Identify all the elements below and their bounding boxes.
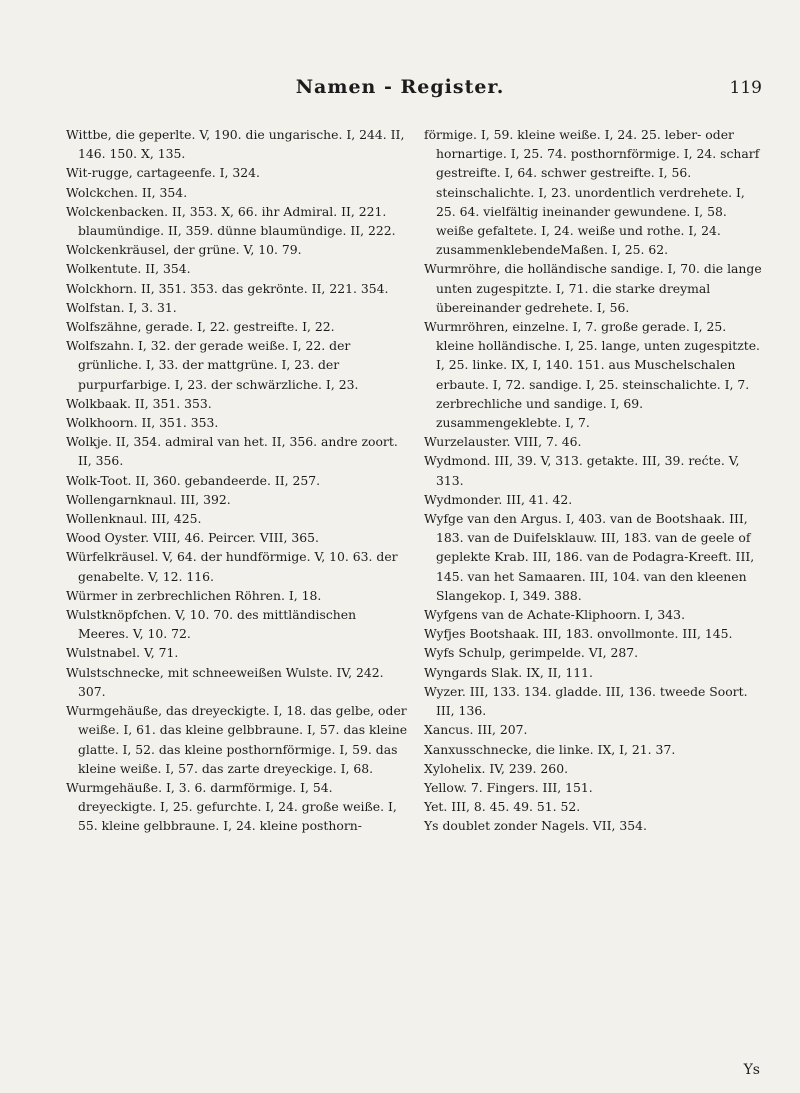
index-entry: Wolckchen. II, 354. — [66, 184, 188, 200]
index-entry: Wolkentute. II, 354. — [66, 261, 191, 277]
index-entry: Wollengarnknaul. III, 392. — [66, 491, 231, 507]
index-entry: Wurmröhren, einzelne. I, 7. große gerade. I, 25. kleine holländische. I, 25. lange, unten zugespitzte. I, 25. linke. IX, I, 140. 151. aus Muschelschalen erbaute. I, 72. sandige. I, 25. steinschalichte. I, 7. zerbrechliche und sandige. I, 69. zusammengeklebte. I, 7. — [424, 319, 760, 431]
index-columns — [66, 125, 766, 836]
index-entry: Wolkje. II, 354. admiral van het. II, 356. andre zoort. II, 356. — [66, 434, 398, 469]
index-entry: Wyfge van den Argus. I, 403. van de Bootshaak. III, 183. van de Duifelsklauw. III, 183. van de geele of geplekte Krab. III, 186. van de Podagra-Kreeft. III, 145. van het Samaaren. III, 104. van den kleenen Slangekop. I, 349. 388. — [424, 511, 755, 603]
index-entry: förmige. I, 59. kleine weiße. I, 24. 25. leber- oder hornartige. I, 25. 74. posthornförmige. I, 24. scharf gestreifte. I, 64. schwer gestreifte. I, 56. steinschalichte. I, 23. unordentlich verdrehete. I, 25. 64. vielfältig ineinander gewundene. I, 58. weiße gefaltete. I, 24. weiße und rothe. I, 24. zusammenklebendeMaßen. I, 25. 62. — [424, 127, 760, 258]
index-entry: Wittbe, die geperlte. V, 190. die ungarische. I, 244. II, 146. 150. X, 135. — [66, 127, 405, 162]
index-entry: Wolfstan. I, 3. 31. — [66, 299, 177, 315]
index-entry: Wydmonder. III, 41. 42. — [424, 491, 573, 507]
catchword: Ys — [743, 1062, 760, 1078]
index-entry: Wolkbaak. II, 351. 353. — [66, 395, 212, 411]
index-entry: Würfelkräusel. V, 64. der hundförmige. V, 10. 63. der genabelte. V, 12. 116. — [66, 549, 398, 584]
page-number: 119 — [729, 78, 762, 98]
index-entry: Wolfszähne, gerade. I, 22. gestreifte. I, 22. — [66, 319, 335, 335]
index-entry: Wolckenkräusel, der grüne. V, 10. 79. — [66, 242, 302, 258]
index-entry: Wolckhorn. II, 351. 353. das gekrönte. II, 221. 354. — [66, 280, 389, 296]
index-entry: Wolk-Toot. II, 360. gebandeerde. II, 257. — [66, 472, 321, 488]
index-entry: Wolckenbacken. II, 353. X, 66. ihr Admiral. II, 221. blaumündige. II, 359. dünne blaumündige. II, 222. — [66, 203, 396, 239]
index-entry: Xylohelix. IV, 239. 260. — [424, 760, 569, 776]
index-entry: Wyngards Slak. IX, II, 111. — [424, 664, 593, 680]
index-entry: Wyfgens van de Achate-Kliphoorn. I, 343. — [424, 607, 686, 623]
index-entry: Yet. III, 8. 45. 49. 51. 52. — [424, 799, 581, 815]
left-column — [66, 125, 408, 836]
index-entry: Würmer in zerbrechlichen Röhren. I, 18. — [66, 587, 322, 603]
index-entry: Wurmgehäuße. I, 3. 6. darmförmige. I, 54. dreyeckigte. I, 25. gefurchte. I, 24. große weiße. I, 55. kleine gelbbraune. I, 24. kleine posthorn- — [66, 779, 397, 834]
index-entry: Wyfjes Bootshaak. III, 183. onvollmonte. III, 145. — [424, 626, 733, 642]
index-entry: Wit-rugge, cartageenfe. I, 324. — [66, 165, 260, 181]
index-entry: Yellow. 7. Fingers. III, 151. — [424, 779, 593, 795]
index-entry: Ys doublet zonder Nagels. VII, 354. — [424, 818, 647, 834]
index-entry: Wyzer. III, 133. 134. gladde. III, 136. tweede Soort. III, 136. — [424, 683, 748, 719]
page-header — [0, 76, 800, 106]
index-entry: Wulstnabel. V, 71. — [66, 645, 179, 661]
index-entry: Wolfszahn. I, 32. der gerade weiße. I, 22. der grünliche. I, 33. der mattgrüne. I, 23. der purpurfarbige. I, 23. der schwärzliche. I, 23. — [66, 338, 359, 392]
index-entry: Wurmröhre, die holländische sandige. I, 70. die lange unten zugespitzte. I, 71. die starke dreymal übereinander gedrehete. I, 56. — [424, 261, 762, 315]
index-entry: Wolkhoorn. II, 351. 353. — [66, 415, 219, 431]
index-entry: Xancus. III, 207. — [424, 722, 528, 738]
running-title: Namen - Register. — [295, 76, 505, 98]
index-entry: Wydmond. III, 39. V, 313. getakte. III, 39. rećte. V, 313. — [424, 453, 740, 488]
index-entry: Wurzelauster. VIII, 7. 46. — [424, 434, 582, 450]
index-entry: Wyfs Schulp, gerimpelde. VI, 287. — [424, 645, 639, 661]
index-entry: Wulstschnecke, mit schneeweißen Wulste. IV, 242. 307. — [66, 664, 384, 699]
index-entry: Wulstknöpfchen. V, 10. 70. des mittländischen Meeres. V, 10. 72. — [66, 607, 357, 642]
index-entry: Wood Oyster. VIII, 46. Peircer. VIII, 365. — [66, 530, 319, 546]
index-entry: Xanxusschnecke, die linke. IX, I, 21. 37. — [424, 741, 676, 757]
right-column — [424, 125, 766, 836]
index-entry: Wurmgehäuße, das dreyeckigte. I, 18. das gelbe, oder weiße. I, 61. das kleine gelbbraune. I, 57. das kleine glatte. I, 52. das kleine posthornförmige. I, 59. das kleine weiße. I, 57. das zarte dreyeckige. I, 68. — [66, 703, 408, 776]
index-entry: Wollenknaul. III, 425. — [66, 511, 202, 527]
